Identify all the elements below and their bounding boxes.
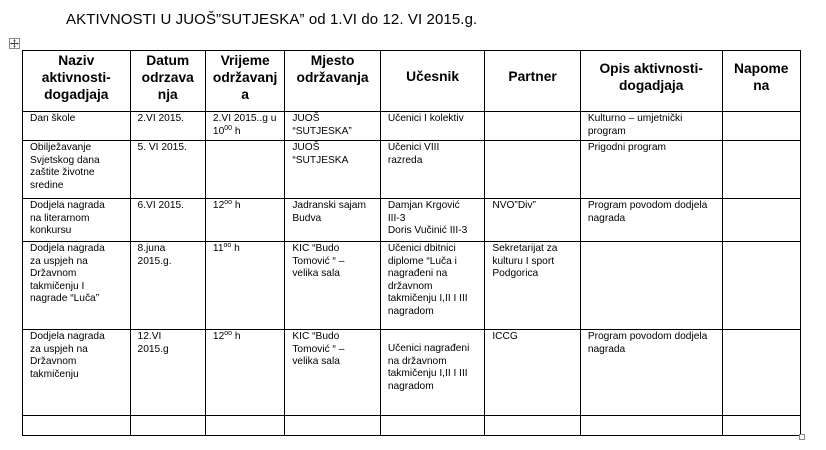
cell-line: nagradom <box>387 380 434 392</box>
header-vrijeme <box>205 51 284 112</box>
cell-line: 2.VI 2015..g u <box>212 113 277 124</box>
cell-line <box>388 331 480 343</box>
cell-line: nagrada <box>587 343 626 355</box>
cell-line: “SUTJESKA” <box>292 125 352 137</box>
cell-line: JUOŠ <box>292 113 320 124</box>
time-value <box>213 200 279 213</box>
time-minutes: 00 <box>224 124 233 132</box>
cell-opis <box>580 141 722 199</box>
cell-line: 6.VI 2015. <box>137 200 184 211</box>
cell-line: takmičenju I <box>30 280 85 292</box>
header-line: Datum <box>146 53 190 68</box>
table-row <box>23 112 801 141</box>
cell-napomena <box>722 199 800 242</box>
header-mjesto <box>285 51 380 112</box>
time-value <box>213 126 279 139</box>
cell-partner <box>485 330 580 416</box>
cell-ucesnik <box>380 416 485 436</box>
cell-line: Damjan Krgović <box>387 200 460 211</box>
cell-line: konkursu <box>30 225 72 236</box>
cell-opis <box>580 112 722 141</box>
cell-ucesnik <box>380 330 485 416</box>
cell-naziv <box>23 242 131 330</box>
cell-vrijeme <box>205 416 284 436</box>
cell-line: nagrade “Luča” <box>30 293 100 304</box>
four-way-arrow-icon <box>10 39 19 48</box>
header-line: Vrijeme <box>220 53 270 68</box>
cell-naziv <box>23 330 131 416</box>
cell-line: zaštite životne <box>30 167 95 178</box>
cell-line: NVO”Div” <box>492 200 536 211</box>
time-unit: h <box>232 331 241 342</box>
cell-line: KIC “Budo <box>292 331 340 342</box>
time-value <box>213 331 279 344</box>
cell-ucesnik <box>380 112 485 141</box>
header-line: dogadjaja <box>44 87 109 102</box>
cell-line: Učenici VIII <box>387 142 440 153</box>
cell-mjesto <box>285 199 380 242</box>
header-ucesnik <box>380 51 485 112</box>
time-hour: 11 <box>212 243 224 254</box>
cell-napomena <box>722 242 800 330</box>
cell-ucesnik <box>380 199 485 242</box>
time-unit: h <box>232 125 241 137</box>
cell-line: za uspjeh na <box>30 255 88 267</box>
cell-line: nagrada <box>587 212 626 224</box>
table-row <box>23 416 801 436</box>
header-line: Opis aktivnosti- <box>599 61 703 76</box>
header-line: održavanja <box>296 70 369 85</box>
cell-naziv <box>23 416 131 436</box>
cell-partner <box>485 242 580 330</box>
cell-line: kulturu I sport <box>492 255 555 267</box>
cell-datum <box>130 416 205 436</box>
cell-line: program <box>587 125 626 137</box>
cell-line: diplome “Luča i <box>387 255 457 267</box>
cell-line: Jadranski sajam <box>292 200 366 211</box>
time-hour: 12 <box>212 200 225 211</box>
cell-vrijeme <box>205 141 284 199</box>
time-minutes: oo <box>223 242 232 249</box>
cell-datum <box>130 330 205 416</box>
time-hour: 10 <box>212 125 225 137</box>
cell-line: III-3 <box>387 212 406 224</box>
cell-ucesnik <box>380 141 485 199</box>
cell-line: 2015.g. <box>137 255 172 267</box>
cell-line: Tomović “ – <box>292 343 345 355</box>
table-body <box>23 112 801 436</box>
cell-line: takmičenju I,II I III <box>387 293 468 304</box>
cell-napomena <box>722 416 800 436</box>
time-unit: h <box>231 243 240 254</box>
cell-line: velika sala <box>292 356 340 367</box>
cell-line: velika sala <box>292 268 340 279</box>
table-row <box>23 141 801 199</box>
document-title: AKTIVNOSTI U JUOŠ”SUTJESKA” od 1.VI do 12. VI 2015.g. <box>66 11 478 28</box>
header-opis <box>580 51 722 112</box>
cell-line: “SUTJESKA <box>292 154 349 166</box>
cell-line: Program povodom dodjela <box>587 331 708 342</box>
header-line: na <box>753 78 770 93</box>
time-value <box>213 243 279 256</box>
cell-opis <box>580 330 722 416</box>
cell-line: Državnom <box>30 356 77 367</box>
cell-napomena <box>722 330 800 416</box>
cell-line: Učenici nagrađeni <box>387 343 470 354</box>
cell-line: Dan škole <box>30 113 76 124</box>
cell-napomena <box>722 112 800 141</box>
cell-partner <box>485 416 580 436</box>
cell-line: 8.juna <box>137 243 166 254</box>
cell-naziv <box>23 141 131 199</box>
header-line: Napome <box>734 61 789 76</box>
cell-line: Svjetskog dana <box>30 154 100 166</box>
time-minutes: oo <box>224 199 233 206</box>
cell-partner <box>485 199 580 242</box>
cell-mjesto <box>285 112 380 141</box>
cell-line: Budva <box>292 212 322 224</box>
header-naziv <box>23 51 131 112</box>
cell-datum <box>130 112 205 141</box>
cell-opis <box>580 416 722 436</box>
cell-line: takmičenju <box>30 368 79 380</box>
cell-line: nagrađeni na <box>387 268 448 279</box>
cell-line: nagradom <box>387 305 434 317</box>
cell-naziv <box>23 112 131 141</box>
cell-vrijeme <box>205 112 284 141</box>
cell-datum <box>130 141 205 199</box>
cell-mjesto <box>285 141 380 199</box>
header-line: održavanj <box>212 70 278 85</box>
header-line: Naziv <box>58 53 95 68</box>
cell-partner <box>485 112 580 141</box>
cell-line: Doris Vučinić III-3 <box>387 225 468 236</box>
table-row <box>23 242 801 330</box>
cell-opis <box>580 199 722 242</box>
cell-line: Sekretarijat za <box>492 243 558 254</box>
cell-line: Program povodom dodjela <box>587 200 708 211</box>
header-line: dogadjaja <box>618 78 684 93</box>
cell-line: 12.VI <box>137 331 162 342</box>
header-line: a <box>241 87 249 102</box>
cell-line: JUOŠ <box>292 142 320 153</box>
cell-line: 2.VI 2015. <box>137 113 184 124</box>
table-row <box>23 199 801 242</box>
header-line: Partner <box>508 69 557 84</box>
cell-datum <box>130 242 205 330</box>
cell-mjesto <box>285 242 380 330</box>
cell-line: Obilježavanje <box>30 142 92 153</box>
cell-line: Tomović “ – <box>292 255 345 267</box>
cell-line: na literarnom <box>30 212 90 224</box>
cell-line: KIC “Budo <box>292 243 340 254</box>
cell-line: za uspjeh na <box>30 343 88 355</box>
cell-line: 5. VI 2015. <box>137 142 187 153</box>
header-line: odrzava <box>141 70 194 85</box>
cell-partner <box>485 141 580 199</box>
cell-line: na državnom <box>387 355 447 367</box>
header-row <box>23 51 801 112</box>
header-line: nja <box>157 87 178 102</box>
cell-vrijeme <box>205 199 284 242</box>
cell-line: Kulturno – umjetnički <box>587 113 683 124</box>
activities-table <box>22 50 801 436</box>
header-partner <box>485 51 580 112</box>
cell-vrijeme <box>205 242 284 330</box>
cell-line: Učenici dbitnici <box>387 243 456 254</box>
cell-datum <box>130 199 205 242</box>
cell-mjesto <box>285 416 380 436</box>
cell-mjesto <box>285 330 380 416</box>
header-datum <box>130 51 205 112</box>
cell-line: ICCG <box>492 331 518 342</box>
time-minutes: oo <box>224 330 233 337</box>
table-resize-handle[interactable] <box>799 434 805 440</box>
table-row <box>23 330 801 416</box>
time-hour: 12 <box>212 331 225 342</box>
cell-line: Dodjela nagrada <box>30 200 105 211</box>
cell-opis <box>580 242 722 330</box>
cell-ucesnik <box>380 242 485 330</box>
cell-line: razreda <box>387 154 423 166</box>
cell-line: Prigodni program <box>587 142 666 153</box>
cell-line: državnom <box>387 280 433 292</box>
cell-line: Dodjela nagrada <box>30 243 105 254</box>
header-line: aktivnosti- <box>41 70 111 85</box>
cell-line: Dodjela nagrada <box>30 331 105 342</box>
header-line: Mjesto <box>310 53 355 68</box>
cell-napomena <box>722 141 800 199</box>
time-unit: h <box>232 200 241 211</box>
cell-line: takmičenju I,II I III <box>387 368 468 379</box>
cell-line: sredine <box>30 179 64 191</box>
cell-vrijeme <box>205 330 284 416</box>
cell-line: Državnom <box>30 268 77 279</box>
table-move-handle[interactable] <box>9 38 20 49</box>
cell-line: Podgorica <box>492 268 539 279</box>
header-napomena <box>722 51 800 112</box>
header-line: Učesnik <box>406 69 460 84</box>
cell-line: 2015.g <box>137 343 169 355</box>
cell-line: Učenici I kolektiv <box>387 113 464 124</box>
cell-naziv <box>23 199 131 242</box>
